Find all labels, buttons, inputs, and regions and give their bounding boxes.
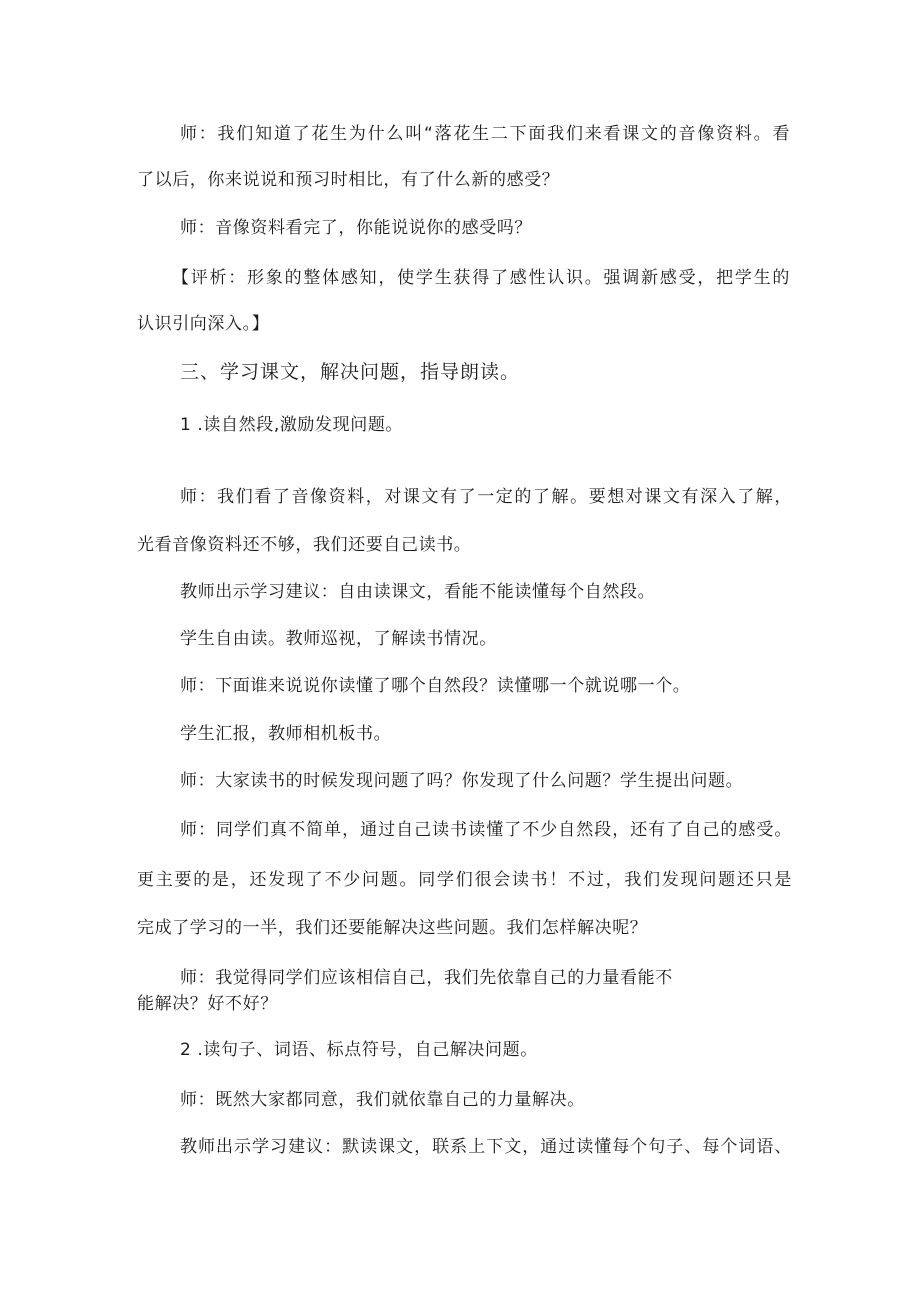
paragraph-line: 师：音像资料看完了，你能说说你的感受吗？ xyxy=(180,218,532,238)
paragraph-line: 师：我们知道了花生为什么叫“落花生二下面我们来看课文的音像资料。看 xyxy=(180,124,790,144)
paragraph-line: 完成了学习的一半，我们还要能解决这些问题。我们怎样解决呢？ xyxy=(137,918,648,938)
annotation-line: 认识引向深入。】 xyxy=(137,314,270,334)
section-heading: 三、学习课文，解决问题，指导朗读。 xyxy=(180,361,521,383)
paragraph-line: 师：大家读书的时候发现问题了吗？你发现了什么问题？学生提出问题。 xyxy=(180,771,744,791)
paragraph-line: 了以后，你来说说和预习时相比，有了什么新的感受？ xyxy=(137,170,560,190)
paragraph-line: 师：我们看了音像资料，对课文有了一定的了解。要想对课文有深入了解， xyxy=(180,487,792,507)
paragraph-line: 师：同学们真不简单，通过自己读书读懂了不少自然段，还有了自己的感受。 xyxy=(180,820,792,840)
paragraph-line: 教师出示学习建议：默读课文，联系上下文，通过读懂每个句子、每个词语、 xyxy=(180,1137,792,1157)
paragraph-line: 学生自由读。教师巡视，了解读书情况。 xyxy=(180,629,497,649)
paragraph-line: 光看音像资料还不够，我们还要自己读书。 xyxy=(137,535,472,555)
subsection-heading: 2 .读句子、词语、标点符号，自己解决问题。 xyxy=(180,1040,538,1060)
paragraph-line: 师：我觉得同学们应该相信自己，我们先依靠自己的力量看能不 xyxy=(180,968,673,988)
paragraph-line: 学生汇报，教师相机板书。 xyxy=(180,724,392,744)
paragraph-line: 师：既然大家都同意，我们就依靠自己的力量解决。 xyxy=(180,1090,585,1110)
annotation-line: 【评析：形象的整体感知，使学生获得了感性认识。强调新感受，把学生的 xyxy=(172,268,790,288)
paragraph-line: 教师出示学习建议：自由读课文，看能不能读懂每个自然段。 xyxy=(180,582,656,602)
subsection-heading: 1 .读自然段,激励发现问题。 xyxy=(180,415,404,435)
paragraph-line: 师：下面谁来说说你读懂了哪个自然段？读懂哪一个就说哪一个。 xyxy=(180,676,691,696)
paragraph-line: 能解决？好不好？ xyxy=(137,994,278,1014)
paragraph-line: 更主要的是，还发现了不少问题。同学们很会读书！不过，我们发现问题还只是 xyxy=(137,870,792,890)
